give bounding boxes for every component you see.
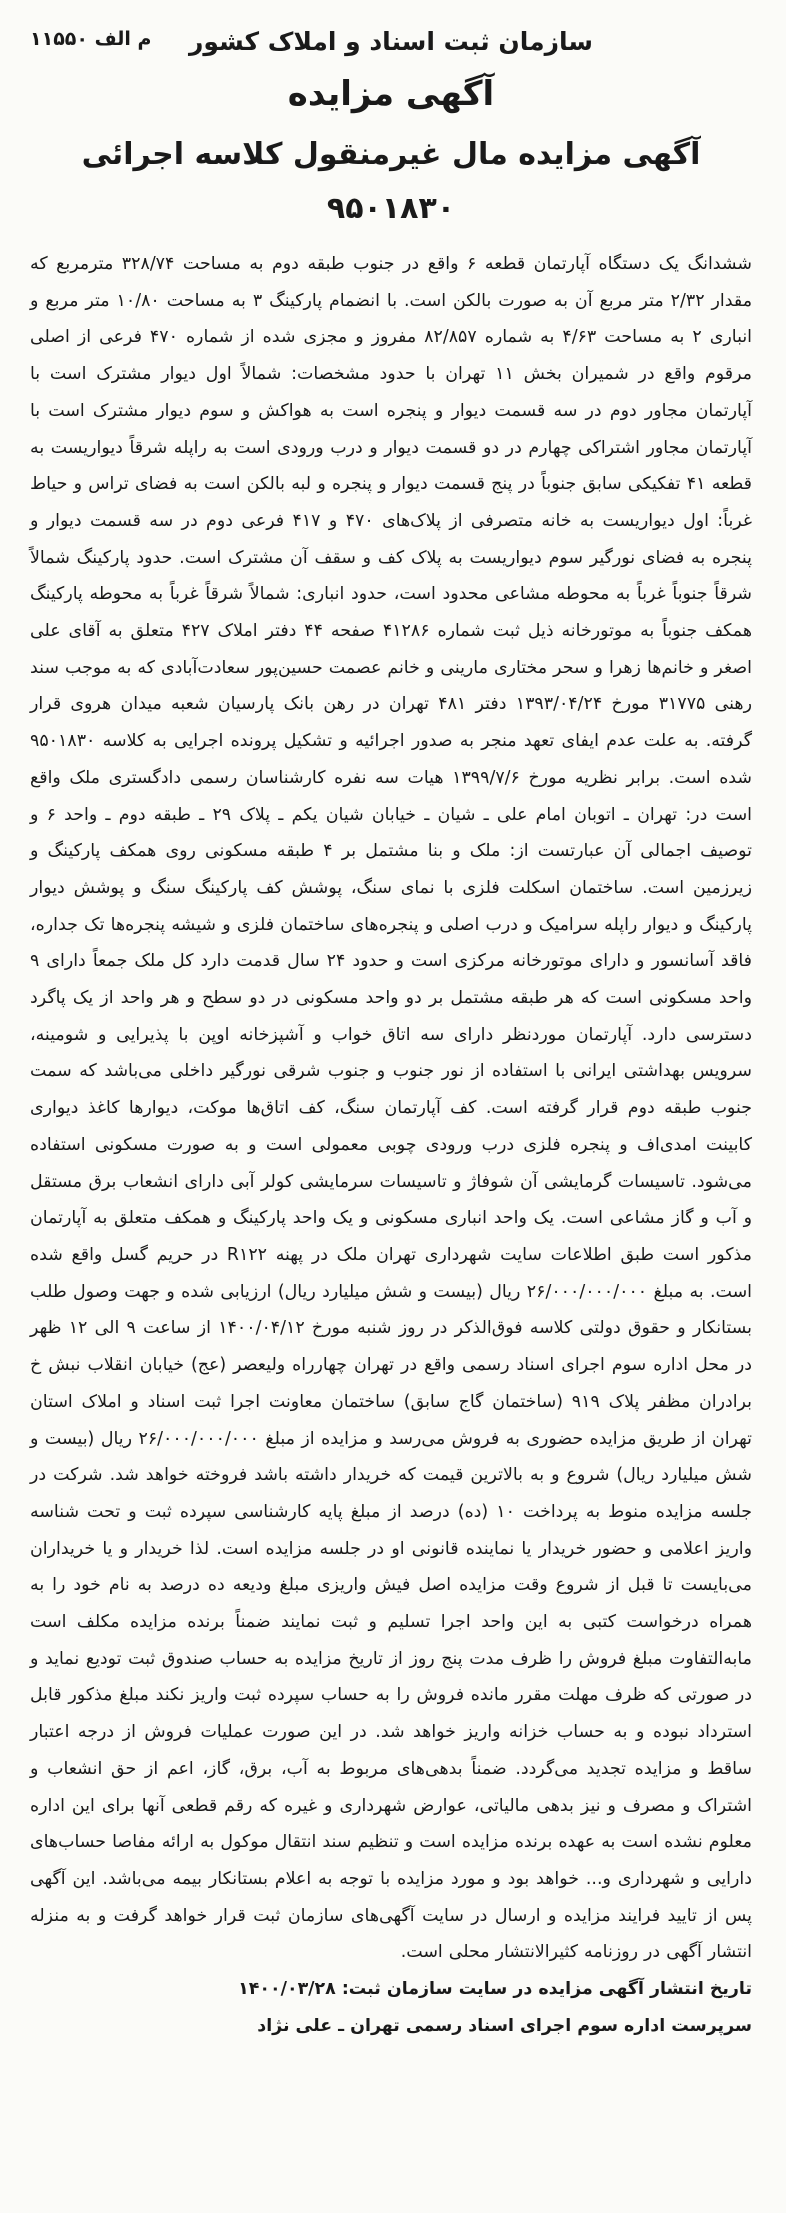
organization-name: سازمان ثبت اسناد و املاک کشور: [189, 27, 593, 56]
notice-body-paragraph: ششدانگ یک دستگاه آپارتمان قطعه ۶ واقع در جنوب طبقه دوم به مساحت ۳۲۸/۷۴ مترمربع که مقدار ۲/۳۲ متر مربع آن به صورت بالکن است. با انضمام پارکینگ ۳ به مساحت ۱۰/۸۰ متر مربع و انباری ۲ به مساحت ۴/۶۳ به شماره ۸۲/۸۵۷ مفروز و مجزی شده از شماره ۴۷۰ فرعی از اصلی مرقوم واقع در شمیران بخش ۱۱ تهران با حدود مشخصات: شمالاً اول دیوار مشترک است با آپارتمان مجاور دوم در سه قسمت دیوار و پنجره است به هواکش و سوم دیوار مشترک است با آپارتمان مجاور اشتراکی چهارم در دو قسمت دیوار و درب ورودی است به راپله شرقاً دیواریست به قطعه ۴۱ تفکیکی سابق جنوباً در پنج قسمت دیوار و پنجره و لبه بالکن است به فضای تراس و حیاط غرباً: اول دیواریست به خانه متصرفی از پلاک‌های ۴۷۰ و ۴۱۷ فرعی دوم در سه قسمت دیوار و پنجره به فضای نورگیر سوم دیواریست به پلاک کف و سقف آن مشترک است. حدود پارکینگ شمالاً شرقاً جنوباً غرباً به محوطه مشاعی محدود است، حدود انباری: شمالاً شرقاً غرباً به محوطه پارکینگ همکف جنوباً به موتورخانه ذیل ثبت شماره ۴۱۲۸۶ صفحه ۴۴ دفتر املاک ۴۲۷ متعلق به آقای علی اصغر و خانم‌ها زهرا و سحر مختاری مارینی و خانم عصمت حسین‌پور سعادت‌آبادی که به موجب سند رهنی ۳۱۷۷۵ مورخ ۱۳۹۳/۰۴/۲۴ دفتر ۴۸۱ تهران در رهن بانک پارسیان شعبه میدان هروی قرار گرفته. به علت عدم ایفای تعهد منجر به صدور اجرائیه و تشکیل پرونده اجرایی به کلاسه ۹۵۰۱۸۳۰ شده است. برابر نظریه مورخ ۱۳۹۹/۷/۶ هیات سه نفره کارشناسان رسمی دادگستری ملک واقع است در: تهران ـ اتوبان امام علی ـ شیان ـ خیابان شیان یکم ـ پلاک ۲۹ ـ طبقه دوم ـ واحد ۶ و توصیف اجمالی آن عبارتست از: ملک و بنا مشتمل بر ۴ طبقه مسکونی روی همکف پارکینگ و زیرزمین است. ساختمان اسکلت فلزی با نمای سنگ، پوشش کف پارکینگ سنگ و پوشش دیوار پارکینگ و دیوار راپله سرامیک و درب اصلی و پنجره‌های ساختمان فلزی و شیشه پنجره‌ها تک جداره، فاقد آسانسور و دارای موتورخانه مرکزی است و حدود ۲۴ سال قدمت دارد کل ملک جمعاً دارای ۹ واحد مسکونی است که هر طبقه مشتمل بر دو واحد مسکونی در دو سطح و هر واحد از یک پاگرد دسترسی دارد. آپارتمان موردنظر دارای سه اتاق خواب و آشپزخانه اوپن با پذیرایی و شومینه، سرویس بهداشتی ایرانی با استفاده از نور جنوب و جنوب شرقی نورگیر داخلی می‌باشد که سمت جنوب طبقه دوم قرار گرفته است. کف آپارتمان سنگ، کف اتاق‌ها موکت، دیوارها کاغذ دیواری کابینت امدی‌اف و پنجره فلزی درب ورودی چوبی معمولی است و به صورت مسکونی استفاده می‌شود. تاسیسات گرمایشی آن شوفاژ و تاسیسات سرمایشی کولر آبی دارای انشعاب برق مستقل و آب و گاز مشاعی است. یک واحد انباری مسکونی و یک واحد پارکینگ و همکف متعلق به آپارتمان مذکور است طبق اطلاعات سایت شهرداری تهران ملک در پهنه R۱۲۲ در حریم گسل واقع شده است. به مبلغ ۲۶/۰۰۰/۰۰۰/۰۰۰ ریال (بیست و شش میلیارد ریال) ارزیابی شده و جهت وصول طلب بستانکار و حقوق دولتی کلاسه فوق‌الذکر در روز شنبه مورخ ۱۴۰۰/۰۴/۱۲ از ساعت ۹ الی ۱۲ ظهر در محل اداره سوم اجرای اسناد رسمی واقع در تهران چهارراه ولیعصر (عج) خیابان انقلاب نبش خ برادران مظفر پلاک ۹۱۹ (ساختمان گاج سابق) ساختمان معاونت اجرا ثبت اسناد و املاک استان تهران از طریق مزایده حضوری به فروش می‌رسد و مزایده از مبلغ ۲۶/۰۰۰/۰۰۰/۰۰۰ ریال (بیست و شش میلیارد ریال) شروع و به بالاترین قیمت که خریدار داشته باشد فروخته خواهد شد. شرکت در جلسه مزایده منوط به پرداخت ۱۰ (ده) درصد از مبلغ پایه کارشناسی سپرده ثبت و تحت شناسه واریز اعلامی و حضور خریدار یا نماینده قانونی او در جلسه مزایده است. لذا خریدار و یا خریداران می‌بایست تا قبل از شروع وقت مزایده اصل فیش واریزی مبلغ ودیعه ده درصد به نام خود را به همراه درخواست کتبی به این واحد اجرا تسلیم و ثبت نمایند ضمناً برنده مزایده مکلف است مابه‌التفاوت مبلغ فروش را ظرف مدت پنج روز از تاریخ مزایده به حساب صندوق ثبت تودیع نماید و در صورتی که ظرف مهلت مقرر مانده فروش را به حساب سپرده ثبت واریز نکند مبلغ مذکور قابل استرداد نبوده و به حساب خزانه واریز خواهد شد. در این صورت عملیات فروش از درجه اعتبار ساقط و مزایده تجدید می‌گردد. ضمناً بدهی‌های مربوط به آب، برق، گاز، اعم از حق انشعاب و اشتراک و مصرف و نیز بدهی مالیاتی، عوارض شهرداری و غیره که رقم قطعی آنها برای این اداره معلوم نشده است به عهده برنده مزایده است و تنظیم سند انتقال موکول به ارائه مفاصا حساب‌های دارایی و شهرداری و... خواهد بود و مورد مزایده با توجه به اعلام بستانکار بیمه می‌باشد. این آگهی پس از تایید فرایند مزایده و ارسال در سایت آگهی‌های سازمان ثبت قرار خواهد گرفت و به منزله انتشار آگهی در روزنامه کثیرالانتشار محلی است.: [30, 254, 753, 1963]
notice-headline: آگهی مزایده: [287, 74, 495, 114]
header-row: [30, 20, 752, 64]
notice-footer: [30, 1971, 752, 2044]
reference-code: م الف ۱۱۵۵۰: [30, 28, 152, 50]
publish-date-line: تاریخ انتشار آگهی مزایده در سایت سازمان ثبت: ۱۴۰۰/۰۳/۲۸: [238, 1979, 752, 2000]
signature-line: سرپرست اداره سوم اجرای اسناد رسمی تهران ـ علی نژاد: [257, 2015, 752, 2036]
notice-subheadline: آگهی مزایده مال غیرمنقول کلاسه اجرائی ۹۵۰۱۸۳۰: [81, 137, 701, 226]
notice-body: [30, 246, 752, 1971]
